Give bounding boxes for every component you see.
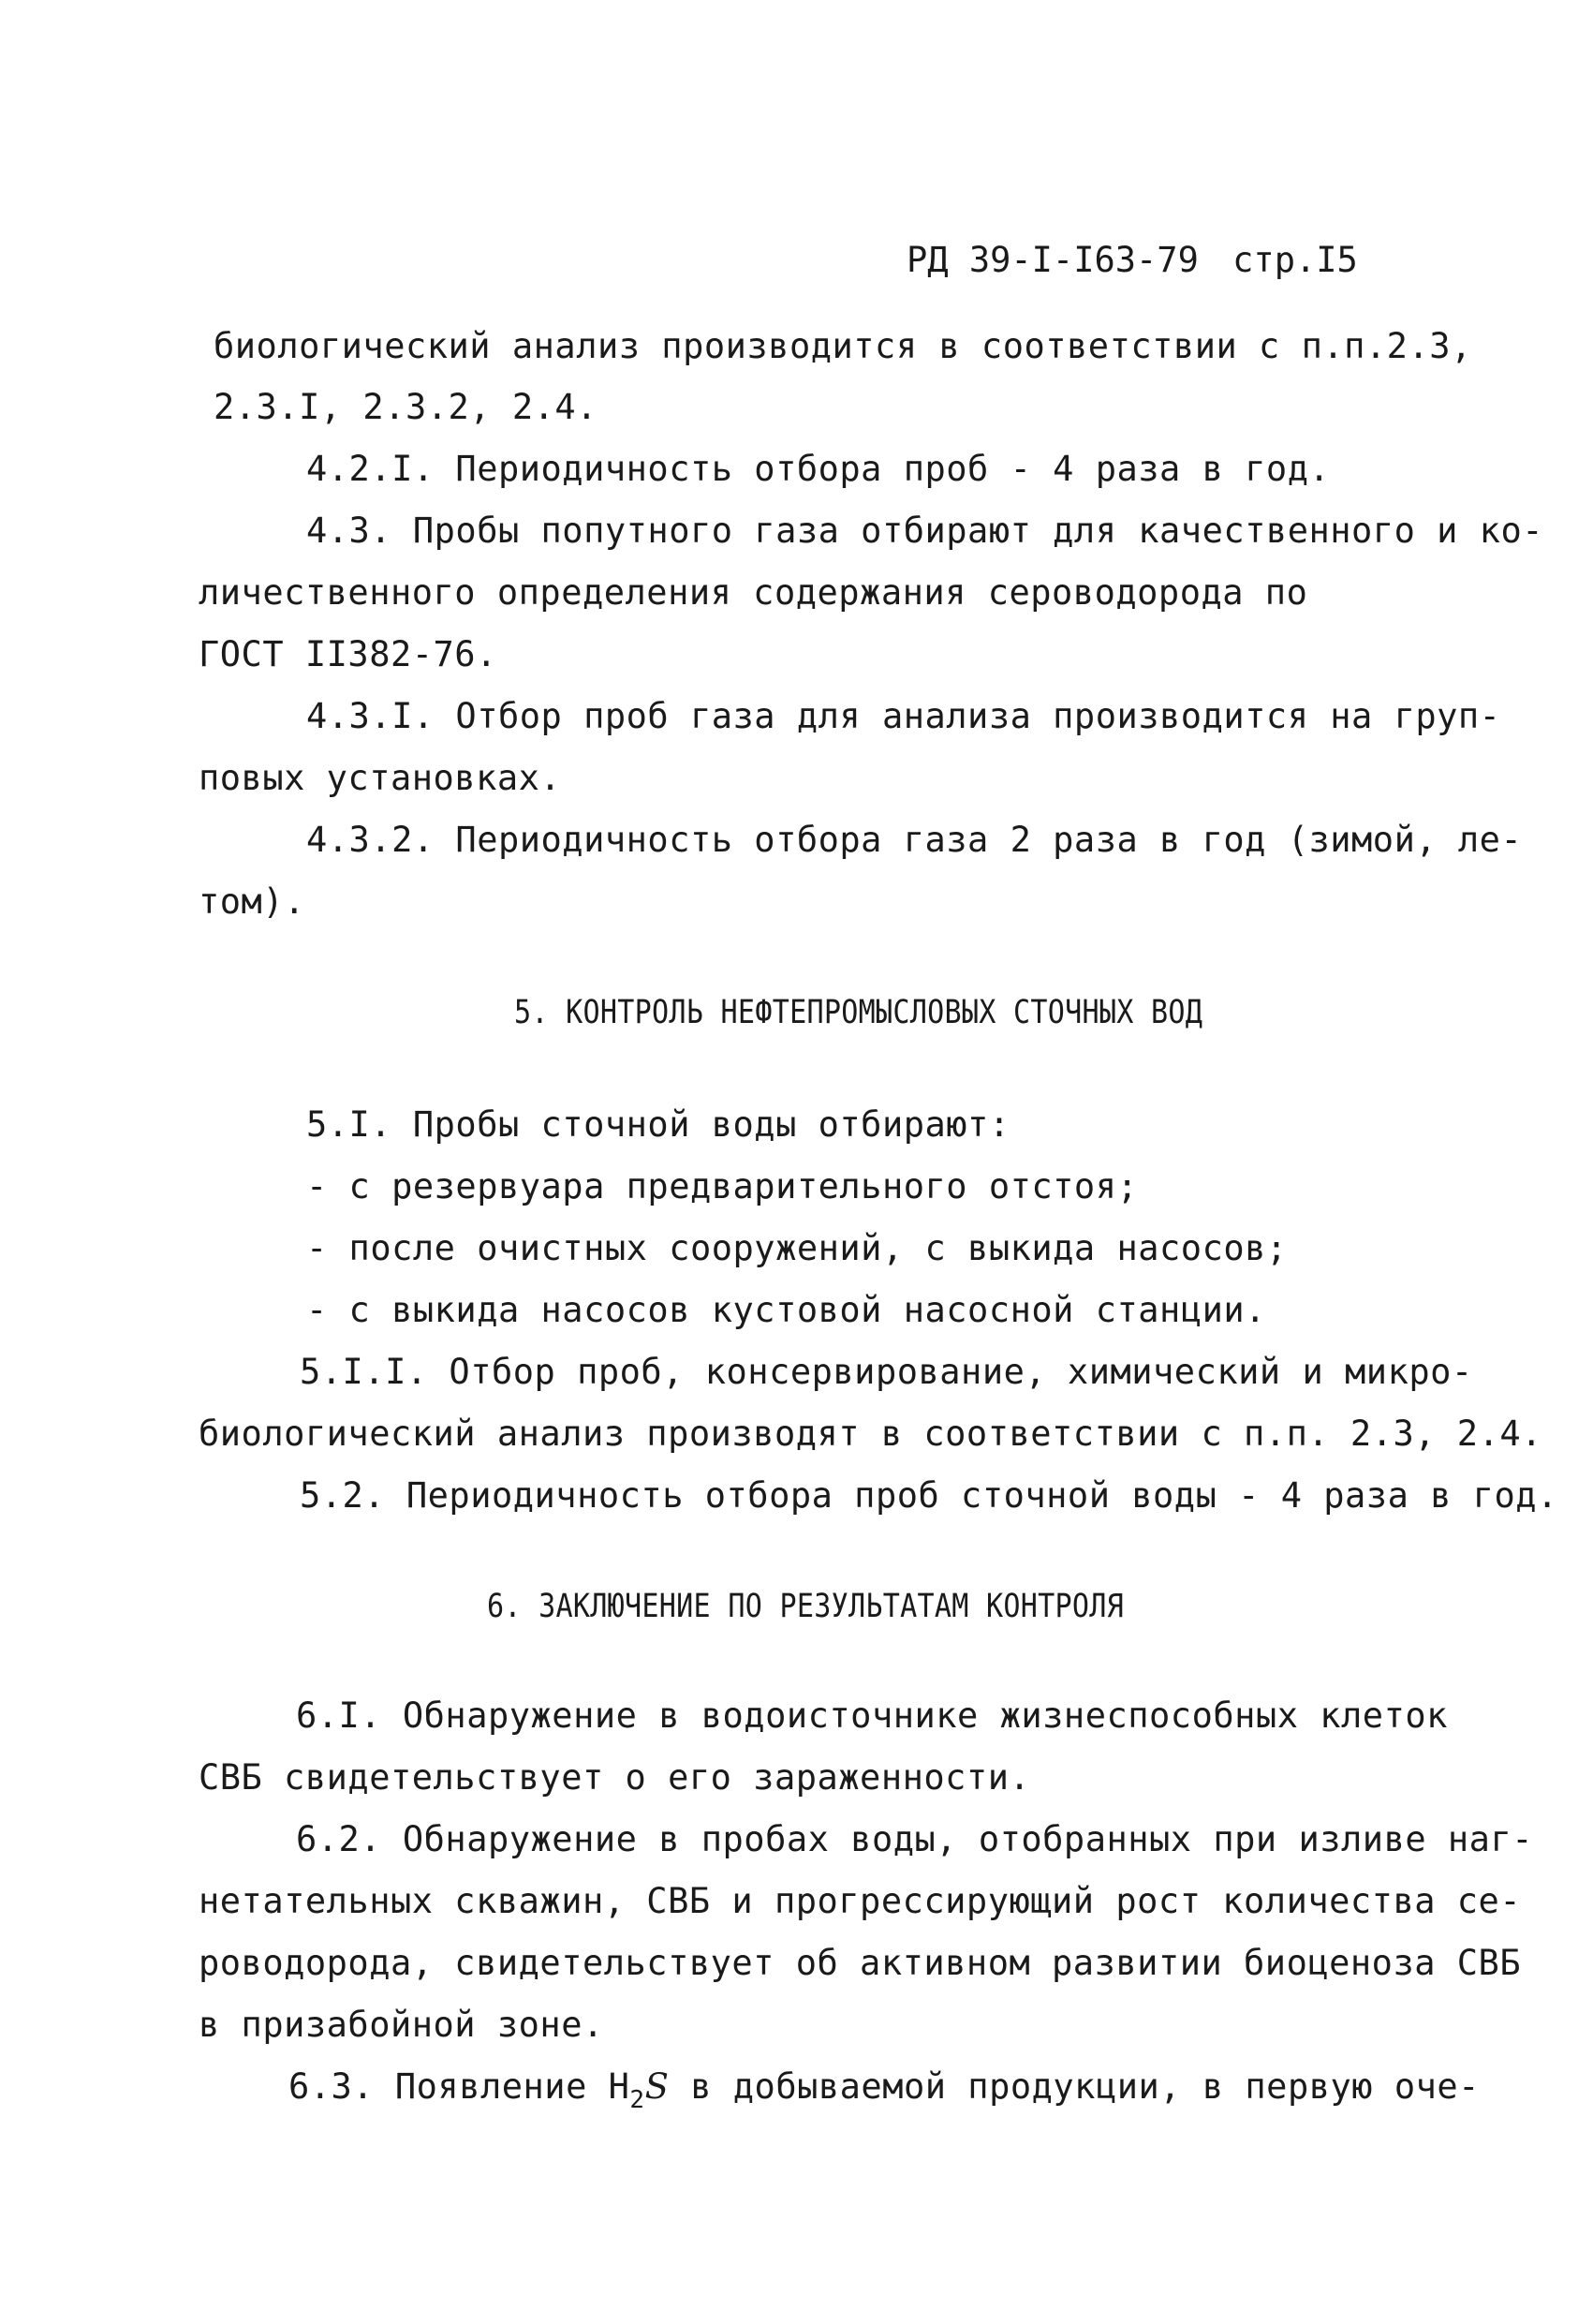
paragraph-6-2-line2: нетательных скважин, СВБ и прогрессирующий рост количества се- — [199, 1881, 1522, 1921]
section-5-heading: 5. КОНТРОЛЬ НЕФТЕПРОМЫСЛОВЫХ СТОЧНЫХ ВОД — [514, 994, 1203, 1031]
list-item: - с резервуара предварительного отстоя; — [306, 1166, 1139, 1206]
paragraph-5-1-1-line1: 5.I.I. Отбор проб, консервирование, химический и микро- — [300, 1352, 1473, 1392]
section-6-heading: 6. ЗАКЛЮЧЕНИЕ ПО РЕЗУЛЬТАТАМ КОНТРОЛЯ — [487, 1588, 1125, 1625]
paragraph-6-2-line4: в призабойной зоне. — [199, 2005, 604, 2045]
paragraph-5-2: 5.2. Периодичность отбора проб сточной воды - 4 раза в год. — [300, 1475, 1558, 1516]
paragraph-4-3-2-line2: том). — [199, 881, 305, 922]
list-item: - после очистных сооружений, с выкида насосов; — [306, 1228, 1288, 1268]
paragraph-6-3-suffix: в добываемой продукции, в первую оче- — [669, 2066, 1480, 2107]
paragraph-6-1-line1: 6.I. Обнаружение в водоисточнике жизнеспособных клеток — [296, 1695, 1448, 1736]
paragraph-5-1-1-line2: биологический анализ производят в соответствии с п.п. 2.3, 2.4. — [199, 1414, 1542, 1454]
page-number: стр.I5 — [1232, 240, 1358, 280]
subscript-2: 2 — [629, 2086, 645, 2114]
paragraph-4-3-line1: 4.3. Пробы попутного газа отбирают для качественного и ко- — [306, 511, 1544, 551]
paragraph-6-3-prefix: 6.3. Появление H — [288, 2066, 630, 2107]
paragraph-line: 2.3.I, 2.3.2, 2.4. — [214, 387, 597, 427]
sulfur-symbol: S — [644, 2066, 670, 2107]
paragraph-5-1: 5.I. Пробы сточной воды отбирают: — [306, 1104, 1010, 1145]
paragraph-6-2-line1: 6.2. Обнаружение в пробах воды, отобранных при изливе наг- — [296, 1819, 1534, 1859]
paragraph-6-2-line3: роводорода, свидетельствует об активном развитии биоценоза СВБ — [199, 1943, 1522, 1983]
paragraph-4-2-1: 4.2.I. Периодичность отбора проб - 4 раза в год. — [306, 449, 1331, 489]
paragraph-4-3-line3: ГОСТ II382-76. — [199, 634, 497, 674]
paragraph-4-3-line2: личественного определения содержания сероводорода по — [199, 572, 1308, 613]
paragraph-4-3-1-line2: повых установках. — [199, 758, 562, 798]
page-header — [907, 238, 1358, 283]
paragraph-6-3 — [288, 2065, 1480, 2123]
list-item: - с выкида насосов кустовой насосной станции. — [306, 1290, 1266, 1330]
paragraph-6-1-line2: СВБ свидетельствует о его зараженности. — [199, 1757, 1031, 1798]
paragraph-4-3-1-line1: 4.3.I. Отбор проб газа для анализа производится на груп- — [306, 696, 1501, 736]
document-code: РД 39-I-I63-79 — [907, 240, 1199, 280]
paragraph-4-3-2-line1: 4.3.2. Периодичность отбора газа 2 раза в год (зимой, ле- — [306, 820, 1523, 860]
paragraph-line: биологический анализ производится в соответствии с п.п.2.3, — [214, 326, 1472, 366]
